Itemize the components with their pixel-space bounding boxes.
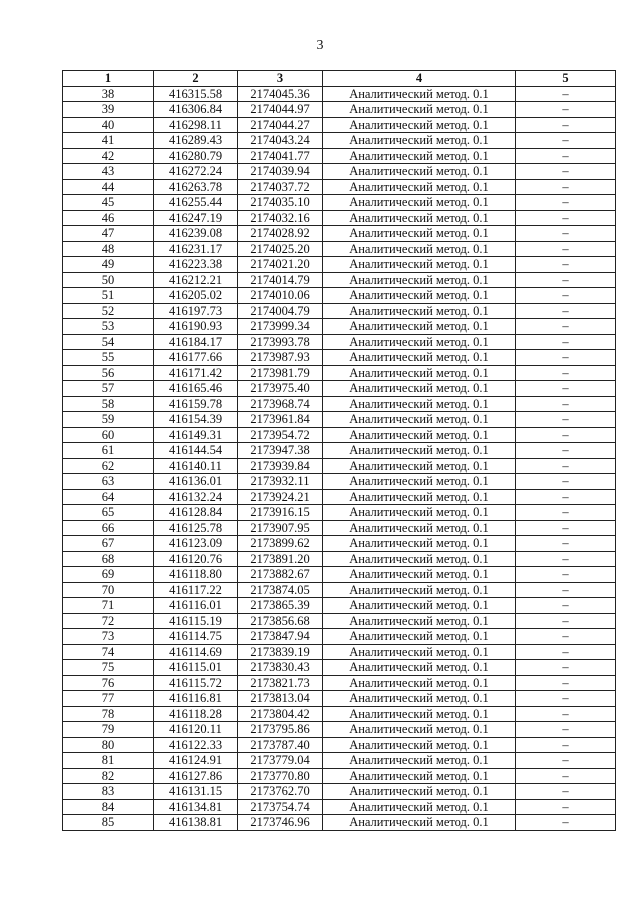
note-cell: – (516, 179, 616, 195)
table-row (63, 195, 616, 211)
point-number-cell: 82 (63, 768, 154, 784)
point-number-cell: 39 (63, 102, 154, 118)
x-coordinate-cell: 416114.69 (154, 644, 238, 660)
header-col-1: 1 (63, 71, 154, 87)
note-cell: – (516, 164, 616, 180)
point-number-cell: 80 (63, 737, 154, 753)
y-coordinate-cell: 2173882.67 (238, 567, 323, 583)
point-number-cell: 70 (63, 582, 154, 598)
x-coordinate-cell: 416122.33 (154, 737, 238, 753)
method-cell: Аналитический метод. 0.1 (323, 164, 516, 180)
method-cell: Аналитический метод. 0.1 (323, 722, 516, 738)
point-number-cell: 60 (63, 427, 154, 443)
table-body (63, 86, 616, 830)
point-number-cell: 69 (63, 567, 154, 583)
header-col-4: 4 (323, 71, 516, 87)
note-cell: – (516, 117, 616, 133)
table-row (63, 706, 616, 722)
y-coordinate-cell: 2174004.79 (238, 303, 323, 319)
note-cell: – (516, 210, 616, 226)
table-row (63, 815, 616, 831)
x-coordinate-cell: 416298.11 (154, 117, 238, 133)
point-number-cell: 77 (63, 691, 154, 707)
table-row (63, 365, 616, 381)
method-cell: Аналитический метод. 0.1 (323, 334, 516, 350)
note-cell: – (516, 505, 616, 521)
x-coordinate-cell: 416149.31 (154, 427, 238, 443)
point-number-cell: 47 (63, 226, 154, 242)
y-coordinate-cell: 2174028.92 (238, 226, 323, 242)
note-cell: – (516, 551, 616, 567)
table-row (63, 613, 616, 629)
x-coordinate-cell: 416184.17 (154, 334, 238, 350)
method-cell: Аналитический метод. 0.1 (323, 784, 516, 800)
point-number-cell: 40 (63, 117, 154, 133)
y-coordinate-cell: 2174035.10 (238, 195, 323, 211)
table-row (63, 722, 616, 738)
table-row (63, 117, 616, 133)
y-coordinate-cell: 2174041.77 (238, 148, 323, 164)
point-number-cell: 76 (63, 675, 154, 691)
method-cell: Аналитический метод. 0.1 (323, 567, 516, 583)
table-row (63, 102, 616, 118)
table-row (63, 458, 616, 474)
x-coordinate-cell: 416138.81 (154, 815, 238, 831)
method-cell: Аналитический метод. 0.1 (323, 427, 516, 443)
note-cell: – (516, 629, 616, 645)
point-number-cell: 74 (63, 644, 154, 660)
x-coordinate-cell: 416165.46 (154, 381, 238, 397)
y-coordinate-cell: 2174044.27 (238, 117, 323, 133)
method-cell: Аналитический метод. 0.1 (323, 381, 516, 397)
method-cell: Аналитический метод. 0.1 (323, 396, 516, 412)
x-coordinate-cell: 416212.21 (154, 272, 238, 288)
point-number-cell: 59 (63, 412, 154, 428)
point-number-cell: 57 (63, 381, 154, 397)
method-cell: Аналитический метод. 0.1 (323, 288, 516, 304)
x-coordinate-cell: 416115.01 (154, 660, 238, 676)
y-coordinate-cell: 2174045.36 (238, 86, 323, 102)
note-cell: – (516, 582, 616, 598)
x-coordinate-cell: 416132.24 (154, 489, 238, 505)
method-cell: Аналитический метод. 0.1 (323, 272, 516, 288)
table-row (63, 427, 616, 443)
method-cell: Аналитический метод. 0.1 (323, 737, 516, 753)
method-cell: Аналитический метод. 0.1 (323, 350, 516, 366)
note-cell: – (516, 133, 616, 149)
method-cell: Аналитический метод. 0.1 (323, 505, 516, 521)
note-cell: – (516, 350, 616, 366)
y-coordinate-cell: 2173981.79 (238, 365, 323, 381)
table-header (63, 71, 616, 87)
method-cell: Аналитический метод. 0.1 (323, 629, 516, 645)
x-coordinate-cell: 416127.86 (154, 768, 238, 784)
note-cell: – (516, 365, 616, 381)
y-coordinate-cell: 2173770.80 (238, 768, 323, 784)
point-number-cell: 44 (63, 179, 154, 195)
method-cell: Аналитический метод. 0.1 (323, 815, 516, 831)
method-cell: Аналитический метод. 0.1 (323, 598, 516, 614)
method-cell: Аналитический метод. 0.1 (323, 489, 516, 505)
table-row (63, 551, 616, 567)
table-row (63, 660, 616, 676)
point-number-cell: 54 (63, 334, 154, 350)
note-cell: – (516, 303, 616, 319)
y-coordinate-cell: 2174014.79 (238, 272, 323, 288)
y-coordinate-cell: 2173891.20 (238, 551, 323, 567)
method-cell: Аналитический метод. 0.1 (323, 241, 516, 257)
method-cell: Аналитический метод. 0.1 (323, 675, 516, 691)
x-coordinate-cell: 416223.38 (154, 257, 238, 273)
y-coordinate-cell: 2173865.39 (238, 598, 323, 614)
point-number-cell: 55 (63, 350, 154, 366)
table-row (63, 737, 616, 753)
method-cell: Аналитический метод. 0.1 (323, 753, 516, 769)
point-number-cell: 71 (63, 598, 154, 614)
method-cell: Аналитический метод. 0.1 (323, 706, 516, 722)
note-cell: – (516, 412, 616, 428)
note-cell: – (516, 241, 616, 257)
y-coordinate-cell: 2173795.86 (238, 722, 323, 738)
table-row (63, 381, 616, 397)
coordinates-table (62, 70, 616, 831)
note-cell: – (516, 102, 616, 118)
table-row (63, 334, 616, 350)
y-coordinate-cell: 2173968.74 (238, 396, 323, 412)
table-row (63, 179, 616, 195)
method-cell: Аналитический метод. 0.1 (323, 536, 516, 552)
point-number-cell: 72 (63, 613, 154, 629)
note-cell: – (516, 768, 616, 784)
table-row (63, 768, 616, 784)
method-cell: Аналитический метод. 0.1 (323, 117, 516, 133)
note-cell: – (516, 598, 616, 614)
method-cell: Аналитический метод. 0.1 (323, 226, 516, 242)
y-coordinate-cell: 2173999.34 (238, 319, 323, 335)
table-row (63, 86, 616, 102)
table-row (63, 799, 616, 815)
x-coordinate-cell: 416144.54 (154, 443, 238, 459)
x-coordinate-cell: 416190.93 (154, 319, 238, 335)
y-coordinate-cell: 2173947.38 (238, 443, 323, 459)
x-coordinate-cell: 416123.09 (154, 536, 238, 552)
x-coordinate-cell: 416154.39 (154, 412, 238, 428)
table-row (63, 629, 616, 645)
note-cell: – (516, 458, 616, 474)
method-cell: Аналитический метод. 0.1 (323, 520, 516, 536)
note-cell: – (516, 799, 616, 815)
table-row (63, 396, 616, 412)
x-coordinate-cell: 416115.72 (154, 675, 238, 691)
x-coordinate-cell: 416280.79 (154, 148, 238, 164)
y-coordinate-cell: 2174032.16 (238, 210, 323, 226)
table-row (63, 753, 616, 769)
note-cell: – (516, 396, 616, 412)
note-cell: – (516, 334, 616, 350)
x-coordinate-cell: 416125.78 (154, 520, 238, 536)
method-cell: Аналитический метод. 0.1 (323, 148, 516, 164)
point-number-cell: 67 (63, 536, 154, 552)
note-cell: – (516, 784, 616, 800)
y-coordinate-cell: 2173821.73 (238, 675, 323, 691)
y-coordinate-cell: 2173961.84 (238, 412, 323, 428)
method-cell: Аналитический метод. 0.1 (323, 210, 516, 226)
x-coordinate-cell: 416118.28 (154, 706, 238, 722)
note-cell: – (516, 489, 616, 505)
note-cell: – (516, 567, 616, 583)
y-coordinate-cell: 2173954.72 (238, 427, 323, 443)
note-cell: – (516, 520, 616, 536)
table-row (63, 350, 616, 366)
x-coordinate-cell: 416263.78 (154, 179, 238, 195)
method-cell: Аналитический метод. 0.1 (323, 644, 516, 660)
x-coordinate-cell: 416289.43 (154, 133, 238, 149)
header-col-5: 5 (516, 71, 616, 87)
method-cell: Аналитический метод. 0.1 (323, 799, 516, 815)
note-cell: – (516, 381, 616, 397)
x-coordinate-cell: 416272.24 (154, 164, 238, 180)
note-cell: – (516, 319, 616, 335)
x-coordinate-cell: 416159.78 (154, 396, 238, 412)
note-cell: – (516, 443, 616, 459)
y-coordinate-cell: 2173987.93 (238, 350, 323, 366)
x-coordinate-cell: 416171.42 (154, 365, 238, 381)
method-cell: Аналитический метод. 0.1 (323, 443, 516, 459)
method-cell: Аналитический метод. 0.1 (323, 102, 516, 118)
point-number-cell: 79 (63, 722, 154, 738)
y-coordinate-cell: 2173899.62 (238, 536, 323, 552)
table-row (63, 598, 616, 614)
point-number-cell: 83 (63, 784, 154, 800)
note-cell: – (516, 536, 616, 552)
y-coordinate-cell: 2173754.74 (238, 799, 323, 815)
method-cell: Аналитический метод. 0.1 (323, 768, 516, 784)
table-row (63, 241, 616, 257)
table-row (63, 784, 616, 800)
method-cell: Аналитический метод. 0.1 (323, 365, 516, 381)
method-cell: Аналитический метод. 0.1 (323, 86, 516, 102)
x-coordinate-cell: 416124.91 (154, 753, 238, 769)
method-cell: Аналитический метод. 0.1 (323, 412, 516, 428)
point-number-cell: 50 (63, 272, 154, 288)
point-number-cell: 41 (63, 133, 154, 149)
point-number-cell: 75 (63, 660, 154, 676)
point-number-cell: 63 (63, 474, 154, 490)
point-number-cell: 58 (63, 396, 154, 412)
y-coordinate-cell: 2173924.21 (238, 489, 323, 505)
y-coordinate-cell: 2174025.20 (238, 241, 323, 257)
y-coordinate-cell: 2174043.24 (238, 133, 323, 149)
x-coordinate-cell: 416131.15 (154, 784, 238, 800)
y-coordinate-cell: 2173839.19 (238, 644, 323, 660)
note-cell: – (516, 257, 616, 273)
method-cell: Аналитический метод. 0.1 (323, 257, 516, 273)
y-coordinate-cell: 2173847.94 (238, 629, 323, 645)
x-coordinate-cell: 416239.08 (154, 226, 238, 242)
table-row (63, 582, 616, 598)
point-number-cell: 61 (63, 443, 154, 459)
page-number: 3 (316, 38, 324, 53)
point-number-cell: 62 (63, 458, 154, 474)
x-coordinate-cell: 416247.19 (154, 210, 238, 226)
point-number-cell: 51 (63, 288, 154, 304)
table-row (63, 536, 616, 552)
header-col-2: 2 (154, 71, 238, 87)
point-number-cell: 73 (63, 629, 154, 645)
point-number-cell: 49 (63, 257, 154, 273)
point-number-cell: 46 (63, 210, 154, 226)
y-coordinate-cell: 2173787.40 (238, 737, 323, 753)
point-number-cell: 45 (63, 195, 154, 211)
table-row (63, 567, 616, 583)
table-row (63, 412, 616, 428)
point-number-cell: 65 (63, 505, 154, 521)
x-coordinate-cell: 416231.17 (154, 241, 238, 257)
x-coordinate-cell: 416120.76 (154, 551, 238, 567)
point-number-cell: 81 (63, 753, 154, 769)
point-number-cell: 43 (63, 164, 154, 180)
table-row (63, 443, 616, 459)
table-row (63, 210, 616, 226)
x-coordinate-cell: 416120.11 (154, 722, 238, 738)
y-coordinate-cell: 2174039.94 (238, 164, 323, 180)
method-cell: Аналитический метод. 0.1 (323, 691, 516, 707)
note-cell: – (516, 272, 616, 288)
y-coordinate-cell: 2174044.97 (238, 102, 323, 118)
table-row (63, 133, 616, 149)
note-cell: – (516, 753, 616, 769)
point-number-cell: 84 (63, 799, 154, 815)
note-cell: – (516, 288, 616, 304)
table-row (63, 675, 616, 691)
note-cell: – (516, 86, 616, 102)
method-cell: Аналитический метод. 0.1 (323, 319, 516, 335)
table-row (63, 644, 616, 660)
note-cell: – (516, 195, 616, 211)
y-coordinate-cell: 2174037.72 (238, 179, 323, 195)
note-cell: – (516, 474, 616, 490)
point-number-cell: 42 (63, 148, 154, 164)
x-coordinate-cell: 416197.73 (154, 303, 238, 319)
y-coordinate-cell: 2173779.04 (238, 753, 323, 769)
table-row (63, 148, 616, 164)
table-row (63, 474, 616, 490)
y-coordinate-cell: 2173804.42 (238, 706, 323, 722)
table-row (63, 288, 616, 304)
note-cell: – (516, 722, 616, 738)
table-row (63, 691, 616, 707)
y-coordinate-cell: 2173907.95 (238, 520, 323, 536)
x-coordinate-cell: 416315.58 (154, 86, 238, 102)
y-coordinate-cell: 2173813.04 (238, 691, 323, 707)
y-coordinate-cell: 2173856.68 (238, 613, 323, 629)
method-cell: Аналитический метод. 0.1 (323, 474, 516, 490)
x-coordinate-cell: 416255.44 (154, 195, 238, 211)
method-cell: Аналитический метод. 0.1 (323, 551, 516, 567)
x-coordinate-cell: 416117.22 (154, 582, 238, 598)
note-cell: – (516, 675, 616, 691)
note-cell: – (516, 737, 616, 753)
method-cell: Аналитический метод. 0.1 (323, 133, 516, 149)
note-cell: – (516, 691, 616, 707)
method-cell: Аналитический метод. 0.1 (323, 303, 516, 319)
y-coordinate-cell: 2173762.70 (238, 784, 323, 800)
note-cell: – (516, 613, 616, 629)
x-coordinate-cell: 416140.11 (154, 458, 238, 474)
y-coordinate-cell: 2173932.11 (238, 474, 323, 490)
x-coordinate-cell: 416134.81 (154, 799, 238, 815)
x-coordinate-cell: 416116.01 (154, 598, 238, 614)
table-row (63, 303, 616, 319)
y-coordinate-cell: 2174010.06 (238, 288, 323, 304)
note-cell: – (516, 660, 616, 676)
table-row (63, 226, 616, 242)
header-row (63, 71, 616, 87)
header-col-3: 3 (238, 71, 323, 87)
note-cell: – (516, 427, 616, 443)
y-coordinate-cell: 2173916.15 (238, 505, 323, 521)
y-coordinate-cell: 2174021.20 (238, 257, 323, 273)
point-number-cell: 48 (63, 241, 154, 257)
point-number-cell: 52 (63, 303, 154, 319)
point-number-cell: 66 (63, 520, 154, 536)
x-coordinate-cell: 416114.75 (154, 629, 238, 645)
note-cell: – (516, 644, 616, 660)
y-coordinate-cell: 2173975.40 (238, 381, 323, 397)
y-coordinate-cell: 2173874.05 (238, 582, 323, 598)
note-cell: – (516, 148, 616, 164)
point-number-cell: 53 (63, 319, 154, 335)
table-row (63, 489, 616, 505)
table-row (63, 272, 616, 288)
x-coordinate-cell: 416136.01 (154, 474, 238, 490)
note-cell: – (516, 226, 616, 242)
table-row (63, 319, 616, 335)
method-cell: Аналитический метод. 0.1 (323, 660, 516, 676)
table-row (63, 520, 616, 536)
point-number-cell: 38 (63, 86, 154, 102)
x-coordinate-cell: 416177.66 (154, 350, 238, 366)
note-cell: – (516, 706, 616, 722)
x-coordinate-cell: 416205.02 (154, 288, 238, 304)
x-coordinate-cell: 416128.84 (154, 505, 238, 521)
method-cell: Аналитический метод. 0.1 (323, 582, 516, 598)
x-coordinate-cell: 416118.80 (154, 567, 238, 583)
point-number-cell: 78 (63, 706, 154, 722)
point-number-cell: 68 (63, 551, 154, 567)
y-coordinate-cell: 2173746.96 (238, 815, 323, 831)
y-coordinate-cell: 2173939.84 (238, 458, 323, 474)
x-coordinate-cell: 416115.19 (154, 613, 238, 629)
point-number-cell: 64 (63, 489, 154, 505)
y-coordinate-cell: 2173830.43 (238, 660, 323, 676)
table-row (63, 505, 616, 521)
method-cell: Аналитический метод. 0.1 (323, 195, 516, 211)
x-coordinate-cell: 416306.84 (154, 102, 238, 118)
x-coordinate-cell: 416116.81 (154, 691, 238, 707)
method-cell: Аналитический метод. 0.1 (323, 613, 516, 629)
y-coordinate-cell: 2173993.78 (238, 334, 323, 350)
method-cell: Аналитический метод. 0.1 (323, 458, 516, 474)
table-row (63, 164, 616, 180)
method-cell: Аналитический метод. 0.1 (323, 179, 516, 195)
table-row (63, 257, 616, 273)
point-number-cell: 85 (63, 815, 154, 831)
point-number-cell: 56 (63, 365, 154, 381)
note-cell: – (516, 815, 616, 831)
